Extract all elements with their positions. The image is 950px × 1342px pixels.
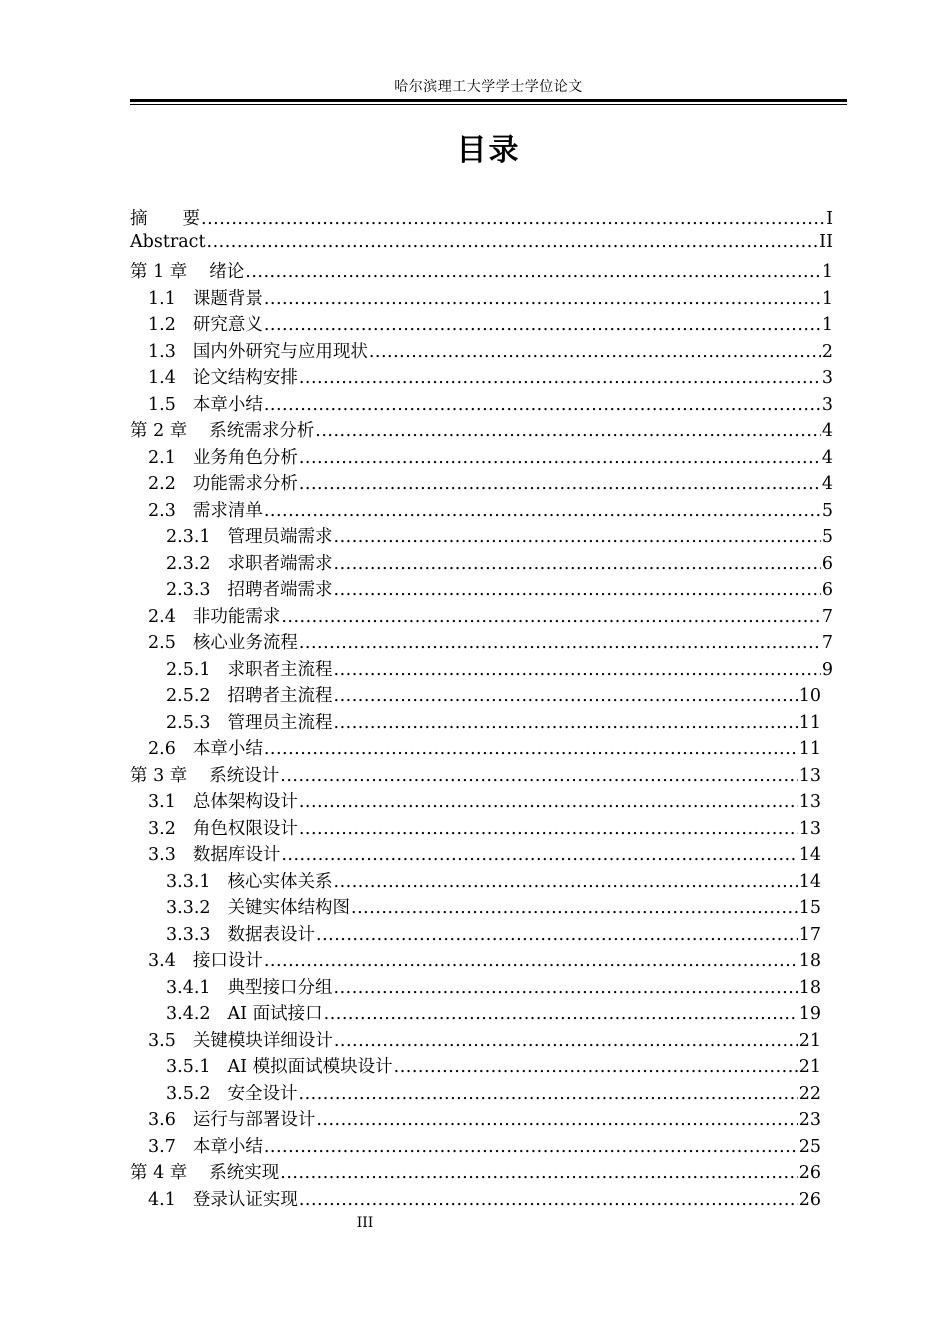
toc-entry-title: 总体架构设计 (192, 792, 298, 812)
toc-entry[interactable] (130, 285, 833, 312)
toc-entry-page: 13 (798, 765, 821, 786)
toc-dot-leader (299, 474, 821, 494)
toc-entry[interactable] (130, 682, 833, 709)
toc-entry-title: 功能需求分析 (192, 474, 298, 494)
toc-entry-number: 3.4.1 (166, 977, 211, 998)
toc-entry[interactable] (130, 417, 833, 444)
toc-entry-page: 11 (798, 712, 821, 733)
toc-entry[interactable] (130, 947, 833, 974)
toc-entry-title: 研究意义 (192, 315, 263, 335)
toc-entry-title: 需求清单 (192, 500, 263, 521)
toc-entry-number: 第 1 章 (130, 262, 188, 282)
toc-entry[interactable] (130, 576, 833, 603)
toc-entry-title: 登录认证实现 (192, 1189, 298, 1210)
toc-entry[interactable] (130, 523, 833, 550)
toc-entry-title: 管理员主流程 (227, 712, 333, 733)
toc-entry-number: 3.4 (148, 951, 176, 971)
page-title: 目录 (456, 133, 521, 168)
toc-entry-page: 1 (821, 262, 833, 282)
toc-entry[interactable] (130, 735, 833, 762)
toc-entry-title: 系统需求分析 (209, 421, 315, 441)
toc-entry[interactable] (130, 444, 833, 471)
toc-entry-title: 运行与部署设计 (192, 1110, 316, 1130)
toc-entry[interactable] (130, 550, 833, 577)
toc-entry-page: 18 (798, 951, 821, 971)
toc-entry-number: 3.7 (148, 1136, 176, 1157)
toc-entry-number: 2.5 (148, 633, 176, 653)
toc-dot-leader (299, 1084, 798, 1104)
toc-entry[interactable] (130, 1000, 833, 1027)
toc-entry-page: 19 (798, 1004, 821, 1024)
toc-entry-title: 本章小结 (192, 394, 263, 415)
toc-entry-page: 21 (798, 1057, 821, 1077)
toc-entry-title: AI 模拟面试模块设计 (227, 1057, 393, 1077)
toc-entry[interactable] (130, 338, 833, 365)
toc-entry-number: 1.4 (148, 368, 176, 388)
toc-entry-number: 1.5 (148, 394, 176, 415)
toc-entry-page: 25 (798, 1136, 821, 1157)
toc-entry-page: 6 (821, 580, 833, 600)
page-number: III (356, 1215, 374, 1231)
toc-entry[interactable] (130, 391, 833, 418)
toc-entry-page: 10 (798, 686, 821, 706)
toc-entry-title: 接口设计 (192, 951, 263, 971)
toc-entry[interactable] (130, 762, 833, 789)
toc-entry-page: 4 (821, 474, 833, 494)
toc-dot-leader (316, 925, 798, 945)
toc-dot-leader (324, 1004, 798, 1024)
toc-entry-title: 本章小结 (192, 1136, 263, 1157)
table-of-contents (130, 205, 833, 1212)
toc-entry-page: 1 (821, 288, 833, 309)
toc-entry[interactable] (130, 841, 833, 868)
toc-entry-number: 第 2 章 (130, 421, 188, 441)
toc-entry[interactable] (130, 788, 833, 815)
toc-entry-number: 2.3.2 (166, 553, 211, 574)
toc-entry-page: 5 (821, 500, 833, 521)
toc-entry-number: 3.5.1 (166, 1057, 211, 1077)
toc-entry-page: 14 (798, 845, 821, 865)
toc-dot-leader (334, 1031, 798, 1051)
toc-entry-title: 数据库设计 (192, 845, 281, 865)
toc-dot-leader (299, 633, 821, 653)
toc-dot-leader (264, 1137, 798, 1157)
toc-entry-number: 1.1 (148, 288, 176, 309)
toc-dot-leader (334, 872, 798, 892)
toc-entry[interactable] (130, 656, 833, 683)
toc-entry-number: 2.1 (148, 447, 176, 468)
toc-entry-number: 2.5.2 (166, 686, 211, 706)
toc-entry-number: 3.3 (148, 845, 176, 865)
header-rule-thick (130, 99, 847, 102)
toc-entry-page: 5 (821, 527, 833, 547)
toc-entry[interactable] (130, 311, 833, 338)
toc-entry-page: 4 (821, 447, 833, 468)
toc-entry-page: 26 (798, 1163, 821, 1183)
toc-entry-number: 第 3 章 (130, 765, 188, 786)
toc-dot-leader (264, 315, 821, 335)
toc-entry-title: 管理员端需求 (227, 527, 333, 547)
toc-entry-title: 求职者主流程 (227, 659, 333, 680)
toc-dot-leader (207, 232, 819, 252)
toc-dot-leader (316, 1110, 797, 1130)
toc-entry-title: 安全设计 (227, 1083, 298, 1104)
toc-entry-title: 招聘者端需求 (227, 580, 333, 600)
toc-entry-number: 3.3.3 (166, 924, 211, 945)
toc-entry-page: II (819, 231, 833, 252)
toc-entry-number: 3.5 (148, 1030, 176, 1051)
toc-entry-title: 系统实现 (209, 1163, 280, 1183)
toc-entry[interactable] (130, 364, 833, 391)
toc-entry-page: 1 (821, 315, 833, 335)
toc-entry-number: 3.2 (148, 818, 176, 839)
toc-entry-number: 2.4 (148, 606, 176, 627)
toc-entry-page: 2 (821, 341, 833, 362)
toc-entry[interactable] (130, 921, 833, 948)
toc-entry-number: 2.3.3 (166, 580, 211, 600)
toc-entry-title: 关键模块详细设计 (192, 1030, 333, 1051)
toc-entry-number: 1.2 (148, 315, 176, 335)
toc-entry-page: 3 (821, 368, 833, 388)
toc-dot-leader (245, 262, 821, 282)
toc-entry[interactable] (130, 629, 833, 656)
toc-entry-title: 国内外研究与应用现状 (192, 341, 368, 362)
toc-dot-leader (299, 792, 798, 812)
toc-entry-page: 22 (798, 1083, 821, 1104)
toc-dot-leader (334, 978, 798, 998)
toc-dot-leader (334, 713, 798, 733)
toc-entry-title: 系统设计 (209, 765, 280, 786)
toc-entry-page: 14 (798, 871, 821, 892)
toc-dot-leader (280, 1163, 797, 1183)
toc-entry-page: 15 (798, 898, 821, 918)
toc-entry-page: 21 (798, 1030, 821, 1051)
toc-dot-leader (264, 739, 798, 759)
toc-entry-title: 关键实体结构图 (227, 898, 351, 918)
toc-entry-number: 3.1 (148, 792, 176, 812)
toc-dot-leader (299, 1190, 798, 1210)
toc-entry-page: 23 (798, 1110, 821, 1130)
toc-entry[interactable] (130, 815, 833, 842)
toc-entry-number: 2.3.1 (166, 527, 211, 547)
toc-entry[interactable] (130, 497, 833, 524)
toc-entry-title: 数据表设计 (227, 924, 316, 945)
toc-entry-page: 13 (798, 818, 821, 839)
toc-entry-number: 3.3.1 (166, 871, 211, 892)
toc-entry[interactable] (130, 974, 833, 1001)
toc-entry[interactable] (130, 1186, 833, 1213)
toc-dot-leader (334, 527, 821, 547)
toc-entry-page: 4 (821, 421, 833, 441)
toc-entry-page: I (826, 209, 833, 229)
toc-entry-title: 绪论 (209, 262, 245, 282)
toc-entry[interactable] (130, 1106, 833, 1133)
toc-dot-leader (394, 1057, 798, 1077)
toc-dot-leader (280, 766, 797, 786)
toc-entry-title: 本章小结 (192, 739, 263, 759)
toc-entry-number: 2.6 (148, 739, 176, 759)
toc-dot-leader (264, 395, 821, 415)
toc-entry-title: 典型接口分组 (227, 977, 333, 998)
toc-entry-number: 3.3.2 (166, 898, 211, 918)
toc-dot-leader (264, 501, 821, 521)
toc-entry[interactable] (130, 1159, 833, 1186)
toc-dot-leader (351, 898, 798, 918)
toc-entry-page: 18 (798, 977, 821, 998)
toc-dot-leader (369, 342, 821, 362)
toc-dot-leader (281, 607, 821, 627)
toc-entry-number: 2.2 (148, 474, 176, 494)
toc-entry-number: 1.3 (148, 341, 176, 362)
toc-entry-page: 17 (798, 924, 821, 945)
header-rule-thin (130, 104, 847, 105)
toc-dot-leader (299, 448, 821, 468)
toc-entry-title: 求职者端需求 (227, 553, 333, 574)
toc-entry-title: 非功能需求 (192, 606, 281, 627)
toc-entry-page: 7 (821, 633, 833, 653)
toc-entry-title: 摘 要 (130, 209, 200, 229)
toc-dot-leader (334, 686, 798, 706)
toc-entry[interactable] (130, 205, 833, 232)
toc-entry-title: 核心实体关系 (227, 871, 333, 892)
toc-entry[interactable] (130, 1027, 833, 1054)
toc-entry-page: 6 (821, 553, 833, 574)
toc-entry[interactable] (130, 470, 833, 497)
toc-entry[interactable] (130, 894, 833, 921)
toc-entry-title: 业务角色分析 (192, 447, 298, 468)
toc-dot-leader (315, 421, 821, 441)
toc-dot-leader (334, 580, 821, 600)
toc-entry-page: 9 (821, 659, 833, 680)
toc-dot-leader (264, 951, 798, 971)
toc-entry-number: 2.3 (148, 500, 176, 521)
toc-entry-title: 角色权限设计 (192, 818, 298, 839)
toc-dot-leader (281, 845, 797, 865)
toc-entry-page: 26 (798, 1189, 821, 1210)
toc-entry-title: 论文结构安排 (192, 368, 298, 388)
toc-entry-number: 2.5.1 (166, 659, 211, 680)
toc-entry[interactable] (130, 232, 833, 259)
toc-entry-number: 3.5.2 (166, 1083, 211, 1104)
toc-entry-title: AI 面试接口 (227, 1004, 323, 1024)
toc-entry-title: 招聘者主流程 (227, 686, 333, 706)
toc-entry[interactable] (130, 603, 833, 630)
toc-entry-number: 第 4 章 (130, 1163, 188, 1183)
toc-entry[interactable] (130, 1133, 833, 1160)
toc-entry[interactable] (130, 1053, 833, 1080)
toc-entry-page: 11 (798, 739, 821, 759)
toc-entry-number: 4.1 (148, 1189, 176, 1210)
toc-entry-page: 3 (821, 394, 833, 415)
toc-entry-number: 3.6 (148, 1110, 176, 1130)
toc-dot-leader (334, 660, 821, 680)
toc-entry-title: 课题背景 (192, 288, 263, 309)
toc-entry-page: 7 (821, 606, 833, 627)
toc-entry-page: 13 (798, 792, 821, 812)
toc-dot-leader (334, 554, 821, 574)
toc-entry[interactable] (130, 258, 833, 285)
running-header: 哈尔滨理工大学学士学位论文 (394, 79, 583, 95)
toc-entry[interactable] (130, 1080, 833, 1107)
toc-entry-number: 3.4.2 (166, 1004, 211, 1024)
toc-dot-leader (201, 209, 825, 229)
toc-entry-title: 核心业务流程 (192, 633, 298, 653)
toc-dot-leader (264, 289, 821, 309)
toc-entry[interactable] (130, 709, 833, 736)
toc-entry-title: Abstract (130, 231, 206, 252)
toc-dot-leader (299, 819, 798, 839)
toc-entry[interactable] (130, 868, 833, 895)
toc-entry-number: 2.5.3 (166, 712, 211, 733)
toc-dot-leader (299, 368, 821, 388)
